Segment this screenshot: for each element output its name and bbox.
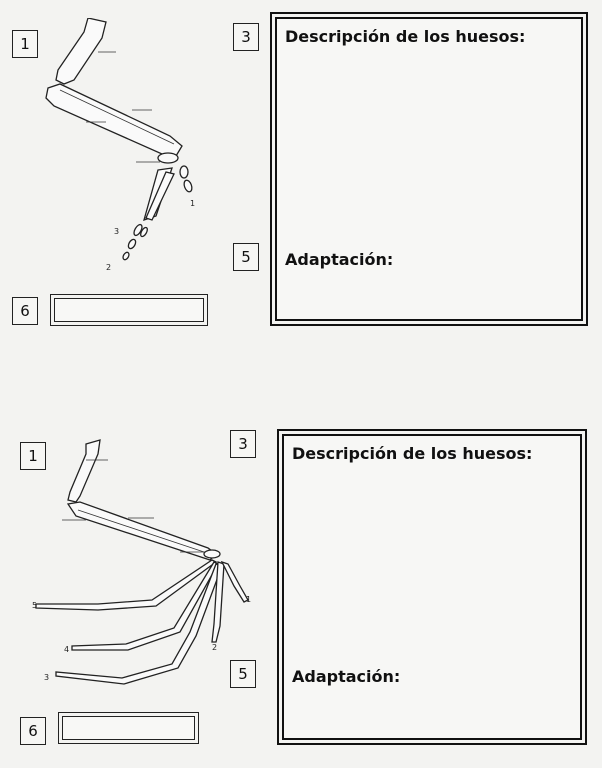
digit-label: 1 [190,199,196,208]
forelimb-skeleton-diagram-1 [40,18,220,278]
answer-number-6: 6 [12,297,38,325]
answer-field[interactable] [50,294,208,326]
answer-field[interactable] [58,712,199,744]
adaptation-heading: Adaptación: [285,250,394,269]
description-panel[interactable] [277,429,587,745]
description-number-3: 3 [233,23,259,51]
label-number-1: 1 [12,30,38,58]
wing-skeleton-diagram-2 [28,436,258,692]
description-number-3: 3 [230,430,256,458]
adaptation-number-5: 5 [230,660,256,688]
digit-label: 2 [106,263,112,272]
digit-label: 4 [64,645,70,654]
digit-label: 2 [212,643,218,652]
description-heading: Descripción de los huesos: [292,444,533,463]
description-panel[interactable] [270,12,588,326]
adaptation-number-5: 5 [233,243,259,271]
digit-label: 1 [246,595,252,604]
description-heading: Descripción de los huesos: [285,27,526,46]
digit-label: 3 [44,673,50,682]
answer-number-6: 6 [20,717,46,745]
digit-label: 3 [114,227,120,236]
adaptation-heading: Adaptación: [292,667,401,686]
label-number-1: 1 [20,442,46,470]
digit-label: 5 [32,601,38,610]
